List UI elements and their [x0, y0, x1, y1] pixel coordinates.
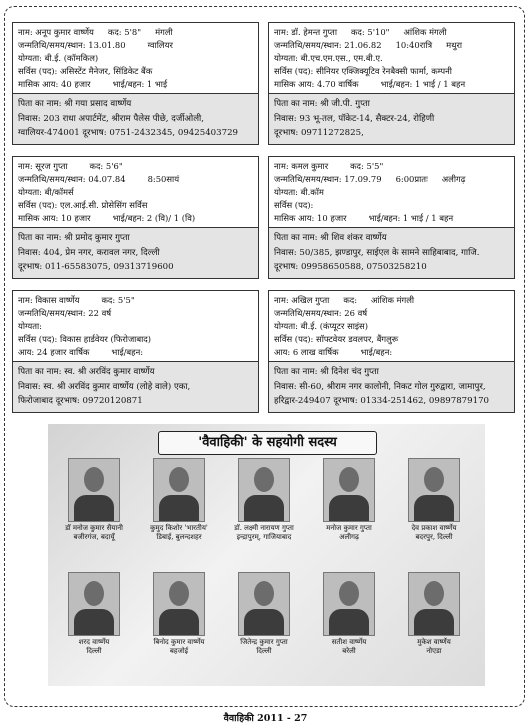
member-name: डॉ मनोज कुमार सैयानी: [65, 524, 123, 532]
family-details: [269, 361, 514, 412]
detail-text: जन्मतिथि/समय/स्थान: 22 वर्ष: [18, 308, 112, 318]
detail-text: 6:00प्रातः: [395, 174, 428, 184]
detail-line: [18, 78, 253, 91]
detail-line: [18, 307, 253, 320]
detail-line: [274, 65, 509, 78]
detail-line: [274, 320, 509, 333]
family-line: फिरोजाबाद दूरभाष: 09720120871: [18, 396, 143, 406]
detail-text: आंशिक मंगली: [371, 295, 415, 305]
listing-card: [12, 290, 259, 413]
detail-text: जन्मतिथि/समय/स्थान: 04.07.84: [18, 174, 126, 184]
detail-text: सर्विस (पद): सीनियर एक्जिक्यूटिव रेनबैक्सी फार्मा, कम्पनी: [274, 66, 452, 76]
detail-text: मंगली: [155, 27, 173, 37]
family-line: निवास: 404, प्रेम नगर, करावल नगर, दिल्ली: [18, 247, 160, 258]
listing-card: [268, 290, 515, 413]
family-line: निवास: 50/385, झण्डापुर, साईएल के सामने साहिबाबाद, गाजि.: [274, 247, 480, 258]
member-photo: [323, 458, 375, 522]
member-place: इन्द्रापुरम्, गाजियाबाद: [236, 533, 292, 541]
detail-line: [18, 39, 253, 52]
detail-text: मासिक आय: 4.70 वार्षिक: [274, 79, 359, 89]
member-photo: [408, 572, 460, 636]
family-details: [13, 361, 258, 412]
family-line: पिता का नाम: श्री प्रमोद कुमार गुप्ता: [18, 233, 130, 243]
detail-text: योग्यता: बी.एच.एम.एस., एम.बी.ए.: [274, 53, 383, 63]
member-photo: [153, 572, 205, 636]
detail-text: कद: 5'5": [350, 161, 384, 171]
family-line: पिता का नाम: श्री जी.पी. गुप्ता: [274, 99, 370, 109]
detail-text: नाम: अनूप कुमार वार्ष्णेय: [18, 27, 94, 37]
family-details: [13, 93, 258, 144]
detail-text: आय: 24 हजार वार्षिक: [18, 347, 90, 357]
detail-text: सर्विस (पद):: [274, 200, 314, 210]
family-line: दूरभाष: 09711272825,: [274, 128, 364, 138]
detail-text: आय: 6 लाख वार्षिक: [274, 347, 339, 357]
detail-line: [18, 320, 253, 333]
candidate-details: [13, 291, 258, 361]
member-photo: [238, 458, 290, 522]
member-card: [309, 572, 389, 656]
page-footer: वैवाहिकी 2011 - 27: [223, 713, 308, 724]
detail-text: जन्मतिथि/समय/स्थान: 13.01.80: [18, 40, 126, 50]
detail-line: [274, 173, 509, 186]
listing-card: [12, 156, 259, 279]
member-card: [139, 458, 219, 542]
family-line: पिता का नाम: श्री शिव शंकर वार्ष्णेय: [274, 233, 387, 243]
detail-text: मथुरा: [446, 40, 463, 50]
member-place: बहजोई: [169, 647, 189, 655]
detail-line: [18, 346, 253, 359]
detail-line: [274, 346, 509, 359]
detail-text: मासिक आय: 10 हजार: [18, 213, 91, 223]
member-name: डॉ. लक्ष्मी नारायण गुप्ता: [234, 524, 294, 532]
member-name: सतीश वार्ष्णेय: [331, 638, 367, 646]
listing-card: [12, 22, 259, 145]
detail-text: जन्मतिथि/समय/स्थान: 26 वर्ष: [274, 308, 368, 318]
family-line: निवास: 203 राधा अपार्टमेंट, श्रीराम पैलेस पीछे, दर्जीओली,: [18, 113, 204, 124]
member-name: देव प्रकाश वार्ष्णेय: [411, 524, 457, 532]
member-name: जितेन्द्र कुमार गुप्ता: [240, 638, 288, 646]
member-card: [224, 572, 304, 656]
candidate-details: [13, 23, 258, 93]
detail-line: [18, 333, 253, 346]
family-line: निवास: सी-60, श्रीराम नगर कालोनी, निकट गोल गुरुद्वारा, जामापुर,: [274, 381, 486, 392]
detail-text: भाई/बहन: 1 भाई / 1 बहन: [380, 79, 466, 89]
detail-line: [274, 307, 509, 320]
detail-text: 8:50सायं: [147, 174, 180, 184]
detail-text: आंशिक मंगली: [403, 27, 447, 37]
member-place: दिल्ली: [256, 647, 272, 655]
detail-text: नाम: कमल कुमार: [274, 161, 329, 171]
member-card: [224, 458, 304, 542]
detail-line: [18, 160, 253, 173]
family-line: दूरभाष: 09958650588, 07503258210: [274, 262, 427, 272]
member-photo: [68, 572, 120, 636]
detail-text: नाम: डॉ. हेमन्त गुप्ता: [274, 27, 337, 37]
member-card: [54, 458, 134, 542]
detail-text: मासिक आय: 40 हजार: [18, 79, 91, 89]
member-photo: [68, 458, 120, 522]
member-name: मनोज कुमार गुप्ता: [326, 524, 372, 532]
member-card: [139, 572, 219, 656]
family-line: पिता का नाम: श्री गया प्रसाद वार्ष्णेय: [18, 99, 132, 109]
member-card: [394, 458, 474, 542]
member-name: मुकेश वार्ष्णेय: [417, 638, 451, 646]
candidate-details: [269, 23, 514, 93]
detail-text: नाम: विकास वार्ष्णेय: [18, 295, 80, 305]
detail-text: जन्मतिथि/समय/स्थान: 17.09.79: [274, 174, 382, 184]
detail-text: कद:: [343, 295, 358, 305]
detail-text: कद: 5'8": [107, 27, 142, 37]
detail-line: [18, 199, 253, 212]
member-place: दिल्ली: [86, 647, 102, 655]
detail-text: योग्यता: बी.कॉम: [274, 187, 324, 197]
detail-text: नाम: अखिल गुप्ता: [274, 295, 330, 305]
member-place: बरेली: [342, 647, 356, 655]
detail-line: [274, 52, 509, 65]
member-photo: [408, 458, 460, 522]
family-line: निवास: स्व. श्री अरविंद कुमार वार्ष्णेय (लोहे वाले) एका,: [18, 381, 191, 392]
detail-line: [18, 52, 253, 65]
family-line: पिता का नाम: श्री दिनेश चंद गुप्ता: [274, 367, 379, 377]
member-photo: [153, 458, 205, 522]
detail-text: कद: 5'10": [351, 27, 390, 37]
detail-line: [18, 294, 253, 307]
detail-text: 10:40रात्रि: [395, 40, 433, 50]
detail-line: [18, 26, 253, 39]
detail-line: [18, 65, 253, 78]
members-panel: [48, 424, 485, 686]
detail-line: [18, 186, 253, 199]
detail-text: योग्यता: बी.ई. (कॉमकिल): [18, 53, 99, 63]
member-name: शरद वार्ष्णेय: [78, 638, 110, 646]
detail-text: सर्विस (पद): सॉफ्टवेयर डवलपर, बैंगलुरू: [274, 334, 399, 344]
member-name: बिनोद कुमार वार्ष्णेय: [153, 638, 205, 646]
member-name: कुमुद किशोर 'भारतीय': [150, 524, 208, 532]
detail-text: मासिक आय: 10 हजार: [274, 213, 347, 223]
detail-line: [274, 212, 509, 225]
detail-line: [274, 294, 509, 307]
detail-text: जन्मतिथि/समय/स्थान: 21.06.82: [274, 40, 382, 50]
detail-text: ग्वालियर: [147, 40, 173, 50]
detail-line: [18, 173, 253, 186]
member-photo: [323, 572, 375, 636]
member-place: अलीगढ़: [339, 533, 359, 541]
family-details: [269, 227, 514, 278]
detail-line: [274, 199, 509, 212]
detail-text: अलीगढ़: [441, 174, 466, 184]
detail-text: भाई/बहन: 1 भाई: [112, 79, 168, 89]
listing-card: [268, 156, 515, 279]
detail-line: [274, 186, 509, 199]
detail-line: [274, 160, 509, 173]
detail-text: सर्विस (पद): एल.आई.सी. प्रोसेसिंग सर्विस: [18, 200, 148, 210]
family-details: [269, 93, 514, 144]
detail-text: योग्यता:: [18, 321, 43, 331]
members-title: 'वैवाहिकी' के सहयोगी सदस्य: [158, 431, 377, 455]
detail-text: भाई/बहन: 1 भाई / 1 बहन: [368, 213, 454, 223]
detail-text: कद: 5'6": [89, 161, 123, 171]
detail-line: [18, 212, 253, 225]
detail-text: योग्यता: बी/कॉमर्स: [18, 187, 74, 197]
member-card: [394, 572, 474, 656]
member-place: डिबाई, बुलन्दशहर: [156, 533, 202, 541]
detail-text: भाई/बहन: 2 (वि)/ 1 (वि): [112, 213, 196, 223]
member-card: [54, 572, 134, 656]
detail-text: भाई/बहन:: [360, 347, 393, 357]
detail-text: योग्यता: बी.ई. (कंप्यूटर साइंस): [274, 321, 368, 331]
detail-line: [274, 39, 509, 52]
detail-text: नाम: सूरज गुप्ता: [18, 161, 68, 171]
detail-text: सर्विस (पद): असिस्टेंट मैनेजर, सिंडिकेट बैंक: [18, 66, 153, 76]
family-line: पिता का नाम: स्व. श्री अरविंद कुमार वार्ष्णेय: [18, 367, 155, 377]
detail-text: कद: 5'5": [101, 295, 135, 305]
detail-text: सर्विस (पद): विकास हार्डवेयर (फिरोजाबाद): [18, 334, 152, 344]
detail-text: भाई/बहन:: [111, 347, 144, 357]
listing-card: [268, 22, 515, 145]
member-card: [309, 458, 389, 542]
family-line: दूरभाष: 011-65583075, 09313719600: [18, 262, 174, 272]
member-photo: [238, 572, 290, 636]
family-line: ग्वालियर-474001 दूरभाष: 0751-2432345, 09425403729: [18, 128, 239, 138]
family-details: [13, 227, 258, 278]
member-place: बजीरगंज, बदायूँ: [73, 533, 115, 541]
candidate-details: [13, 157, 258, 227]
family-line: हरिद्वार-249407 दूरभाष: 01334-251462, 09897879170: [274, 396, 490, 406]
candidate-details: [269, 157, 514, 227]
member-place: नोएडा: [426, 647, 442, 655]
detail-line: [274, 333, 509, 346]
member-place: बदरपुर, दिल्ली: [415, 533, 453, 541]
detail-line: [274, 78, 509, 91]
detail-line: [274, 26, 509, 39]
family-line: निवास: 93 भू-तल, पॉकेट-14, सैक्टर-24, रोहिणी: [274, 113, 435, 124]
candidate-details: [269, 291, 514, 361]
